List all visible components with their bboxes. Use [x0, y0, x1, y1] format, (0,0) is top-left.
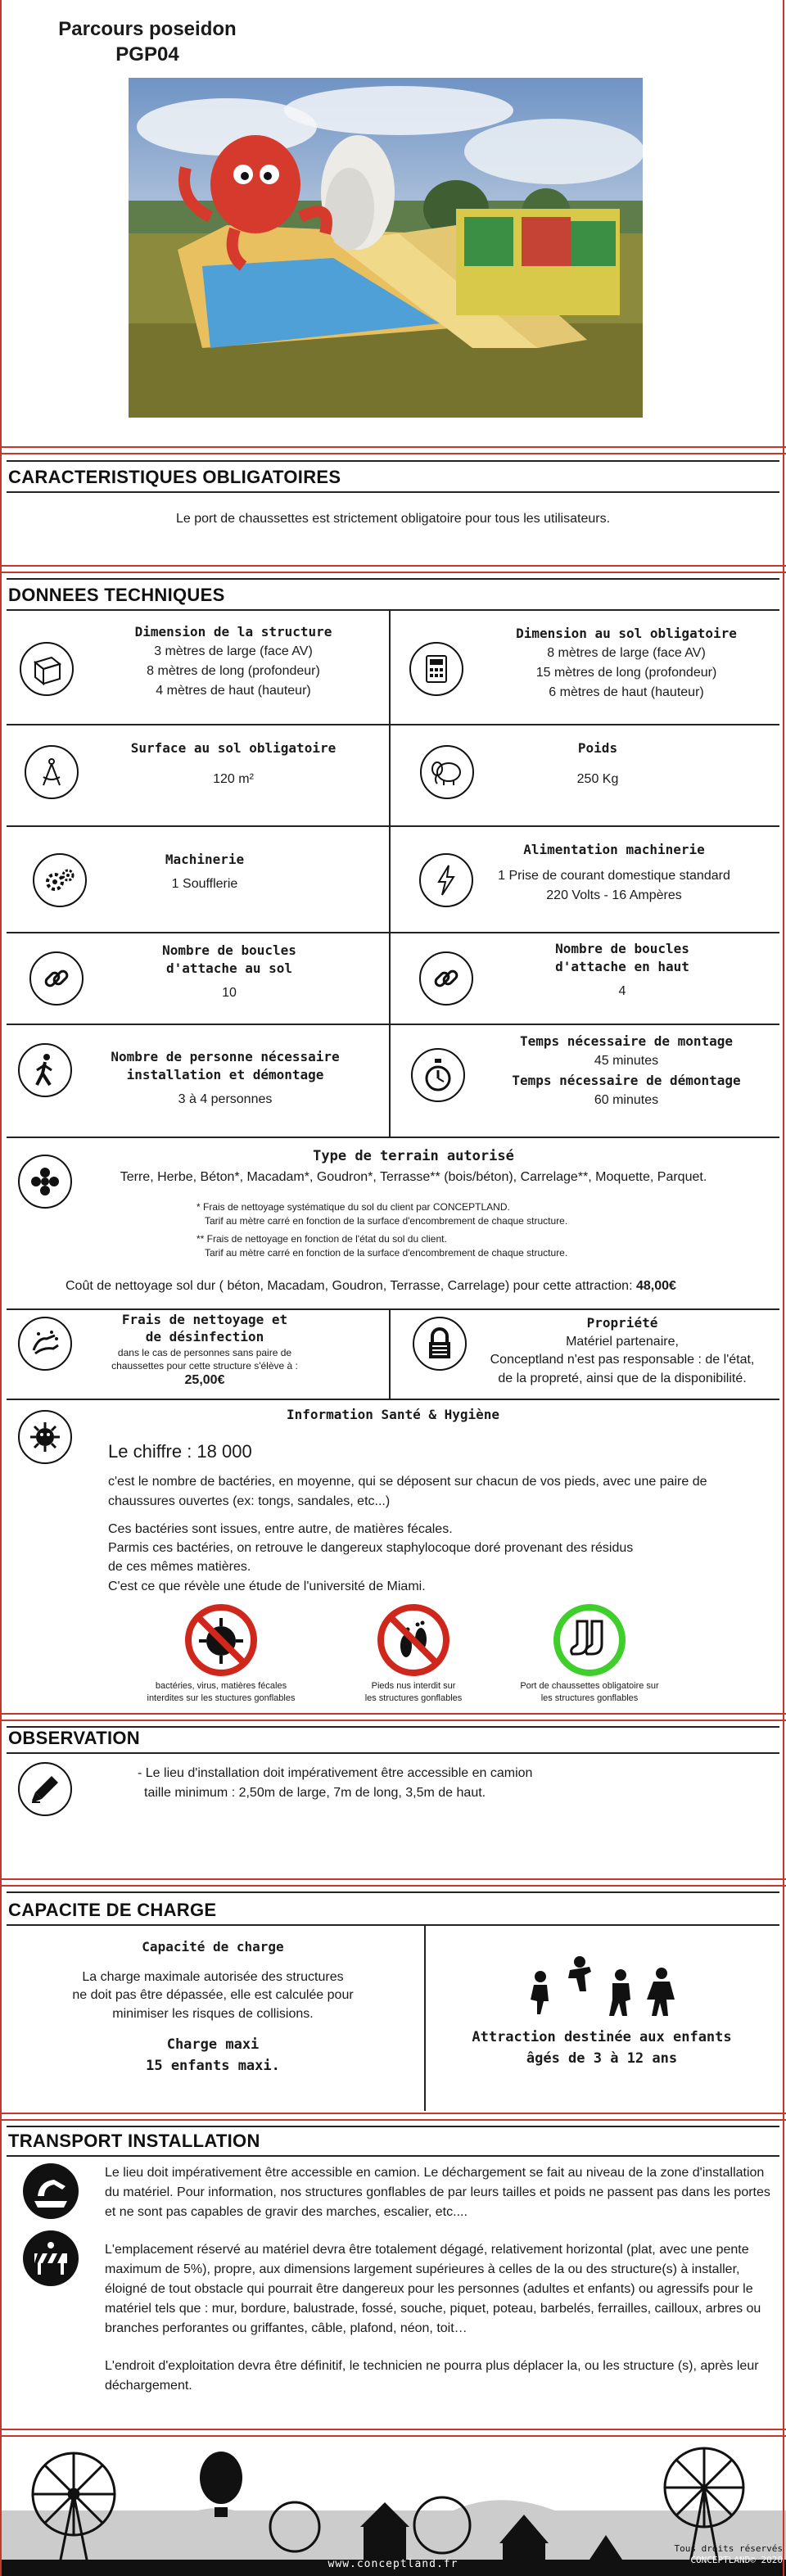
terrain-list: Terre, Herbe, Béton*, Macadam*, Goudron*, Terrasse** (bois/béton), Carrelage**, Moquette, Parquet. — [120, 1169, 707, 1184]
sante-paragraph: c'est le nombre de bactéries, en moyenne, qui se déposent sur chacun de vos pieds, avec une paire de chaussures ouvertes (ex: tongs, sandales, etc...) — [108, 1475, 707, 1508]
frais-title: de désinfection — [145, 1328, 264, 1344]
attraction-age: âgés de 3 à 12 ans — [526, 2050, 678, 2067]
terrain-note: ** Frais de nettoyage en fonction de l'état du sol du client. — [196, 1232, 447, 1245]
section-title-transport: TRANSPORT INSTALLATION — [8, 2131, 260, 2151]
badge-caption-line: Port de chaussettes obligatoire sur — [520, 1681, 659, 1691]
attraction-target: Attraction destinée aux enfants — [472, 2029, 732, 2045]
propriete-line: Matériel partenaire, — [566, 1335, 679, 1349]
sante-title: Information Santé & Hygiène — [286, 1407, 500, 1422]
terrain-cell — [49, 1146, 778, 1293]
boucles-sol-title: Nombre de boucles — [162, 942, 296, 958]
frais-value: 25,00€ — [184, 1373, 225, 1388]
transport-paragraph: L'endroit d'exploitation devra être définitif, le technicien ne pourra plus déplacer la, ou les structure (s), après leur déchargement. — [105, 2359, 759, 2393]
stopwatch-icon — [411, 1048, 465, 1102]
capacite-line: ne doit pas être dépassée, elle est calculée pour — [72, 1988, 354, 2003]
inflatable-illustration — [129, 78, 643, 418]
machinerie-cell — [82, 850, 328, 894]
alimentation-title: Alimentation machinerie — [523, 842, 705, 857]
terrain-title: Type de terrain autorisé — [313, 1148, 514, 1164]
pen-icon — [18, 1762, 72, 1816]
footer-rights — [630, 2543, 783, 2567]
chain-link-icon — [29, 951, 84, 1006]
terrain-cost-value: 48,00€ — [635, 1279, 676, 1293]
frais-title: Frais de nettoyage et — [121, 1312, 288, 1327]
truck-unload-icon — [23, 2163, 79, 2219]
terrain-note: Tarif au mètre carré en fonction de la surface d'encombrement de chaque structure. — [205, 1215, 568, 1227]
compass-icon — [25, 745, 79, 799]
dimension-structure-title: Dimension de la structure — [134, 624, 332, 639]
bacteria-icon — [18, 1410, 72, 1464]
boucles-haut-cell — [475, 940, 770, 1001]
alimentation-line: 1 Prise de courant domestique standard — [498, 869, 730, 883]
frais-line: dans le cas de personnes sans paire de — [117, 1346, 292, 1358]
dimension-structure-line: 4 mètres de haut (hauteur) — [156, 684, 311, 698]
alimentation-line: 220 Volts - 16 Ampères — [546, 888, 682, 902]
funfair-footer-illustration — [0, 2437, 786, 2576]
attraction-age-cell — [426, 2027, 778, 2069]
badge-caption-line: interdites sur les stuctures gonflables — [147, 1692, 296, 1703]
boucles-haut-value: 4 — [618, 983, 626, 998]
boucles-sol-title: d'attache au sol — [165, 960, 293, 977]
section-title-observation: OBSERVATION — [8, 1728, 140, 1748]
poids-value: 250 Kg — [576, 772, 619, 786]
capacite-line: La charge maximale autorisée des structures — [82, 1970, 344, 1984]
frais-cell — [82, 1312, 328, 1388]
boucles-sol-cell — [82, 942, 377, 1003]
road-barrier-icon — [23, 2230, 79, 2286]
sante-line: C'est ce que révèle une étude de l'université de Miami. — [108, 1579, 426, 1593]
sante-chiffre: Le chiffre : 18 000 — [108, 1441, 252, 1462]
terrain-note: * Frais de nettoyage systématique du sol du client par CONCEPTLAND. — [196, 1201, 510, 1213]
observation-line: - Le lieu d'installation doit impérativement être accessible en camion — [138, 1766, 533, 1780]
socks-required-caption — [491, 1680, 688, 1705]
surface-title: Surface au sol obligatoire — [130, 740, 337, 756]
sante-paragraph-2 — [108, 1520, 763, 1596]
page-title — [25, 16, 270, 67]
footer-rights-line: Tous droits réservés — [674, 2543, 783, 2554]
dimension-sol-title: Dimension au sol obligatoire — [516, 626, 737, 641]
product-code: PGP04 — [115, 43, 179, 66]
capacite-line: minimiser les risques de collisions. — [112, 2006, 314, 2021]
terrain-note: Tarif au mètre carré en fonction de la surface d'encombrement de chaque structure. — [205, 1247, 568, 1259]
dimension-structure-line: 3 mètres de large (face AV) — [154, 644, 313, 658]
propriete-line: Conceptland n'est pas responsable : de l'état, — [490, 1353, 755, 1367]
frais-line: chaussettes pour cette structure s'élève à : — [111, 1360, 298, 1372]
dimension-cube-icon — [20, 642, 74, 696]
machinerie-title: Machinerie — [165, 852, 245, 867]
chain-link-icon — [419, 951, 473, 1006]
poids-cell — [475, 739, 720, 789]
terrain-cost-text: Coût de nettoyage sol dur ( béton, Macadam, Goudron, Terrasse, Carrelage) pour cette attraction: — [66, 1279, 636, 1293]
observation-line: taille minimum : 2,50m de large, 7m de long, 3,5m de haut. — [144, 1786, 486, 1800]
badge-caption-line: les structures gonflables — [364, 1692, 463, 1703]
padlock-icon — [413, 1317, 467, 1371]
boucles-haut-title: d'attache en haut — [555, 959, 689, 975]
no-bacteria-badge — [184, 1603, 258, 1677]
dimension-sol-line: 6 mètres de haut (hauteur) — [549, 685, 704, 699]
dimension-sol-cell — [475, 624, 778, 703]
temps-montage-value: 45 minutes — [594, 1054, 659, 1068]
capacite-cell — [33, 1937, 393, 2077]
footer-url[interactable]: www.conceptland.fr — [328, 2558, 458, 2570]
no-bacteria-caption — [123, 1680, 319, 1705]
badge-caption-line: bactéries, virus, matières fécales — [155, 1681, 287, 1691]
machinerie-value: 1 Soufflerie — [171, 877, 238, 891]
capacite-subtitle: Capacité de charge — [142, 1939, 284, 1955]
propriete-cell — [467, 1313, 778, 1388]
sante-line: Parmis ces bactéries, on retrouve le dangereux staphylocoque doré provenant des résidus — [108, 1541, 634, 1556]
surface-cell — [82, 739, 385, 789]
product-name: Parcours poseidon — [58, 18, 237, 40]
transport-paragraph: Le lieu doit impérativement être accessible en camion. Le déchargement se fait au niveau de la zone d'installation du matériel. Pour information, nos structures gonflables de par leurs tailles et poids ne passent pas dans les portes et ne sont pas capables de gravir des marches, escalier, etc.... — [105, 2166, 770, 2219]
personnes-title: installation et démontage — [126, 1067, 324, 1083]
dimension-structure-line: 8 mètres de long (profondeur) — [147, 664, 320, 678]
terrain-notes — [196, 1200, 688, 1261]
badge-caption-line: les structures gonflables — [540, 1692, 639, 1703]
alimentation-cell — [475, 840, 753, 906]
walking-person-icon — [18, 1043, 72, 1097]
section-title-capacite: CAPACITE DE CHARGE — [8, 1900, 217, 1920]
dimension-structure-cell — [82, 622, 385, 701]
personnes-value: 3 à 4 personnes — [178, 1091, 273, 1106]
observation-text — [138, 1764, 711, 1803]
charge-value: 15 enfants maxi. — [146, 2057, 280, 2074]
sante-line: Ces bactéries sont issues, entre autre, de matières fécales. — [108, 1522, 453, 1536]
gears-icon — [33, 853, 87, 907]
propriete-title: Propriété — [586, 1315, 658, 1331]
temps-cell — [475, 1032, 778, 1110]
calculator-icon — [409, 642, 463, 696]
temps-demontage-value: 60 minutes — [594, 1093, 659, 1107]
transport-paragraph: L'emplacement réservé au matériel devra être totalement dégagé, relativement horizontal (plat, avec une pente maximum de 5%), propre, aux dimensions largement supérieures à celles de la ou des structure(s) à installer, éloigné de tout obstacle qui pourrait être dangereux pour les personnes (adultes et enfants) ou agressifs pour le matériel tels que : mur, bordure, balustrade, fossé, souche, piquet, poteau, barbelés, ferrailles, cailloux, arbres ou branches perforantes ou griffantes, câble, plafond, néon, toit… — [105, 2243, 761, 2335]
badge-caption-line: Pieds nus interdit sur — [371, 1681, 456, 1691]
no-barefoot-caption — [315, 1680, 512, 1705]
charge-title: Charge maxi — [166, 2036, 260, 2054]
elephant-weight-icon — [420, 745, 474, 799]
product-photo — [129, 78, 643, 418]
sante-line: de ces mêmes matières. — [108, 1560, 251, 1575]
dimension-sol-line: 8 mètres de large (face AV) — [547, 646, 706, 660]
footer-rights-line: CONCEPTLAND© 2020 — [690, 2555, 783, 2566]
temps-demontage-title: Temps nécessaire de démontage — [512, 1073, 741, 1088]
terrain-cost-line — [66, 1279, 786, 1294]
surface-value: 120 m² — [213, 772, 254, 786]
poids-title: Poids — [577, 740, 618, 756]
section-title-donnees: DONNEES TECHNIQUES — [8, 585, 225, 605]
boucles-sol-value: 10 — [222, 985, 237, 1000]
socks-required-badge — [553, 1603, 626, 1677]
no-barefoot-badge — [377, 1603, 450, 1677]
propriete-line: de la propreté, ainsi que de la disponibilité. — [498, 1371, 747, 1385]
children-silhouettes — [516, 1954, 688, 2019]
personnes-cell — [74, 1048, 377, 1109]
lightning-icon — [419, 853, 473, 907]
section-title-caracteristiques: CARACTERISTIQUES OBLIGATOIRES — [8, 467, 341, 487]
hand-washing-icon — [18, 1317, 72, 1371]
temps-montage-title: Temps nécessaire de montage — [519, 1033, 734, 1049]
transport-text — [105, 2163, 781, 2396]
boucles-haut-title: Nombre de boucles — [555, 941, 689, 956]
personnes-title: Nombre de personne nécessaire — [111, 1049, 340, 1064]
socks-mandatory-text: Le port de chaussettes est strictement obligatoire pour tous les utilisateurs. — [175, 512, 611, 526]
dimension-sol-line: 15 mètres de long (profondeur) — [535, 666, 717, 680]
